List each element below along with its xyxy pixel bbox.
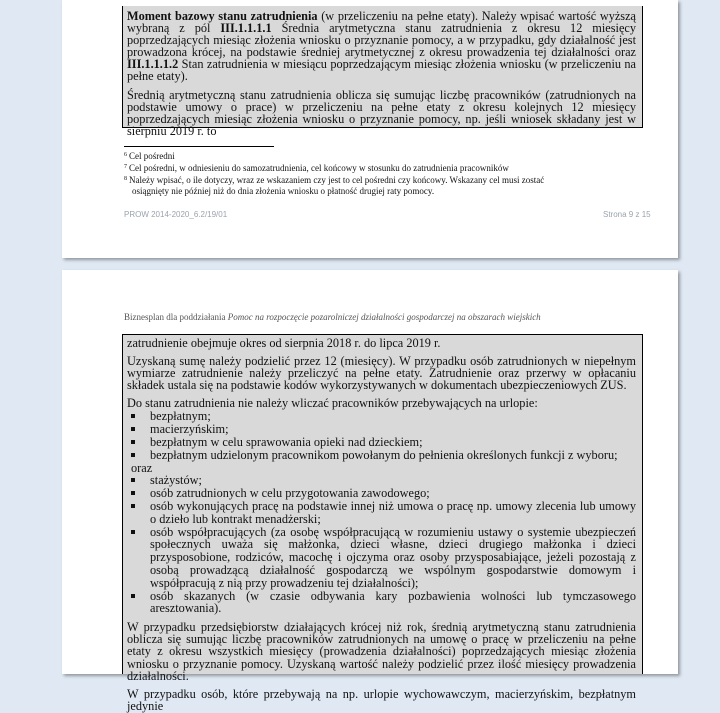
bullet-icon — [131, 530, 135, 534]
average-calculation-paragraph: Średnią arytmetyczną stanu zatrudnienia oblicza się sumując liczbę pracowników (zatrudnionych na podstawie umowy o prace) w przeliczeniu na pełne etaty z okresu kolejnych 12 miesięcy poprzedzających miesiąc złożenia wniosku o przyznanie pomocy, np. jeśli wniosek składany jest w sierpniu 2019 r. to — [127, 87, 636, 138]
list-item: osób zatrudnionych w celu przygotowania zawodowego; — [127, 487, 636, 500]
baseline-employment-paragraph: Moment bazowy stanu zatrudnienia (w przeliczeniu na pełne etaty). Należy wpisać wartość wyższą wybraną z pól III.1.1.1.1 Średnia arytmetyczna stanu zatrudnienia z okresu 12 miesięcy poprzedzających miesiąc złożenia wniosku o przyznanie pomocy, a w przypadku, gdy działalność jest prowadzona krócej, na podstawie średniej arytmetycznej z okresu prowadzenia tej działalności oraz III.1.1.1.2 Stan zatrudnienia w miesiącu poprzedzającym miesiąc złożenia wniosku (w przeliczeniu na pełne etaty). — [127, 9, 637, 84]
bullet-icon — [131, 440, 135, 444]
list-item: osób skazanych (w czasie odbywania kary pozbawienia wolności lub tymczasowego aresztowania). — [127, 590, 636, 616]
list-item: macierzyńskim; — [127, 423, 636, 436]
list-item: bezpłatnym udzielonym pracownikom powołanym do pełnienia określonych funkcji z wyboru; — [127, 449, 636, 462]
bullet-icon — [131, 491, 135, 495]
list-item: osób wykonujących pracę na podstawie innej niż umowa o pracę np. umowy zlecenia lub umowy o dzieło lub kontrakt menadżerski; — [127, 500, 636, 526]
exclusions-intro: Do stanu zatrudnienia nie należy wliczać pracowników przebywających na urlopie: — [127, 396, 538, 411]
bullet-icon — [131, 414, 135, 418]
bullet-icon — [131, 453, 135, 457]
leave-types-list — [127, 410, 636, 461]
employment-instructions-box-continued — [122, 334, 643, 713]
field-ref-1: III.1.1.1.1 — [220, 21, 272, 36]
footnote-8: $^8$ Należy wpisać, o ile dotyczy, wraz ze wskazaniem czy jest to cel pośredni czy końcowy. Wskazany cel musi zostać — [124, 175, 545, 185]
bullet-icon — [131, 427, 135, 431]
footnote-8-continued: osiągnięty nie później niż do dnia złożenia wniosku o płatność drugiej raty pomocy. — [132, 186, 435, 196]
short-operation-paragraph: W przypadku przedsiębiorstw działających krócej niż rok, średnią arytmetyczną stanu zatrudnienia oblicza się sumując liczbę pracowników zatrudnionych na umowę o pracę w przeliczeniu na pełne etaty z okresu wszystkich miesięcy (prowadzenia działalności) poprzedzających miesiąc złożenia wniosku o przyznanie pomocy. Uzyskaną wartość należy podzielić przez ilość miesięcy prowadzenia działalności. — [127, 620, 636, 683]
excluded-persons-list — [127, 474, 636, 615]
footnotes — [124, 150, 644, 197]
list-item: bezpłatnym w celu sprawowania opieki nad dzieckiem; — [127, 436, 636, 449]
term-baseline-employment: Moment bazowy stanu zatrudnienia — [127, 9, 318, 23]
bullet-icon — [131, 478, 135, 482]
bullet-icon — [131, 504, 135, 508]
field-ref-2: III.1.1.1.2 — [127, 57, 179, 72]
leave-persons-paragraph: W przypadku osób, które przebywają na np. urlopie wychowawczym, macierzyńskim, bezpłatnym jedynie — [127, 686, 636, 713]
or-word: oraz — [131, 460, 153, 475]
page-header: Biznesplan dla poddziałania Pomoc na rozpoczęcie pozarolniczej działalności gospodarczej na obszarach wiejskich — [124, 312, 541, 322]
divide-by-12-paragraph: Uzyskaną sumę należy podzielić przez 12 (miesięcy). W przypadku osób zatrudnionych w niepełnym wymiarze zatrudnienie należy przeliczyć na pełne etaty. Zatrudnienie oraz przerwy w opłacaniu składek ustala się na podstawie kodów wykorzystywanych w dokumentach ubezpieczeniowych ZUS. — [127, 354, 636, 393]
employment-instructions-box — [122, 6, 643, 138]
footer-page-number: Strona 9 z 15 — [603, 210, 651, 219]
list-item: bezpłatnym; — [127, 410, 636, 423]
footnote-7: $^7$ Cel pośredni, w odniesieniu do samozatrudnienia, cel końcowy w stosunku do zatrudnienia pracowników — [124, 163, 509, 173]
period-line: zatrudnienie obejmuje okres od sierpnia 2018 r. do lipca 2019 r. — [127, 336, 441, 350]
list-item: stażystów; — [127, 474, 636, 487]
footnote-separator — [124, 146, 274, 147]
list-item: osób współpracujących (za osobę współpracującą w rozumieniu ustawy o systemie ubezpieczeń społecznych uważa się małżonka, dzieci własne, dzieci drugiego małżonka i dzieci przysposobione, rodziców, macochę i ojczyma oraz osoby przysposabiające, jeżeli pozostają z osobą prowadzącą działalność gospodarczą we wspólnym gospodarstwie domowym i współpracują z nią przy prowadzeniu tej działalności); — [127, 526, 636, 590]
footnote-6: $^6$ Cel pośredni — [124, 151, 175, 161]
document-page-10 — [62, 270, 678, 713]
bullet-icon — [131, 594, 135, 598]
footer-document-code: PROW 2014-2020_6.2/19/01 — [124, 210, 228, 219]
document-page-9 — [62, 0, 678, 258]
